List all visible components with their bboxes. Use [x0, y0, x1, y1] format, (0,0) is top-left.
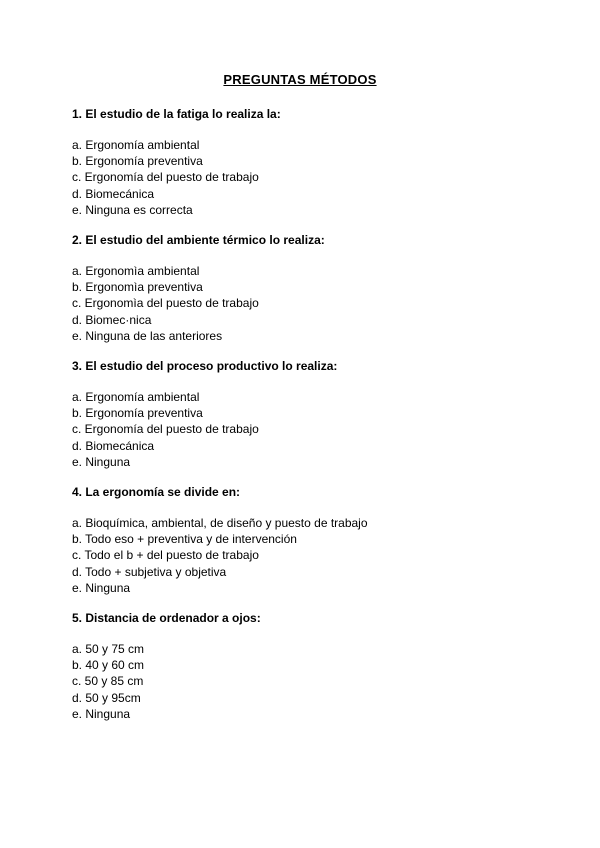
- question-3: [72, 358, 542, 470]
- answer-options: [72, 641, 542, 722]
- question-title: 5. Distancia de ordenador a ojos:: [72, 611, 261, 626]
- question-2: [72, 232, 542, 344]
- answer-option: b. Ergonomìa preventiva: [72, 280, 203, 295]
- question-title: 4. La ergonomía se divide en:: [72, 485, 241, 500]
- question-1: [72, 106, 542, 218]
- answer-option: e. Ninguna: [72, 706, 131, 721]
- answer-option: a. Ergonomía ambiental: [72, 138, 200, 152]
- answer-option: d. 50 y 95cm: [72, 690, 141, 705]
- answer-option: d. Todo + subjetiva y objetiva: [72, 564, 227, 579]
- answer-option: c. 50 y 85 cm: [72, 674, 144, 689]
- answer-option: c. Ergonomìa del puesto de trabajo: [72, 296, 259, 311]
- answer-option: c. Ergonomía del puesto de trabajo: [72, 170, 259, 185]
- answer-option: b. 40 y 60 cm: [72, 658, 145, 673]
- question-title: 3. El estudio del proceso productivo lo realiza:: [72, 359, 338, 374]
- questions-list: [72, 106, 542, 736]
- answer-option: d. Biomec·nica: [72, 312, 152, 327]
- document-title: PREGUNTAS MÉTODOS: [223, 72, 377, 87]
- answer-options: [72, 389, 542, 470]
- answer-option: e. Ninguna de las anteriores: [72, 328, 223, 343]
- answer-option: c. Ergonomía del puesto de trabajo: [72, 422, 259, 437]
- answer-option: b. Todo eso + preventiva y de intervención: [72, 532, 297, 547]
- answer-option: b. Ergonomía preventiva: [72, 154, 203, 169]
- answer-option: e. Ninguna: [72, 454, 131, 469]
- answer-option: a. Ergonomía ambiental: [72, 390, 200, 405]
- question-5: [72, 610, 542, 722]
- question-4: [72, 484, 542, 596]
- question-title: 2. El estudio del ambiente térmico lo realiza:: [72, 233, 325, 248]
- answer-option: d. Biomecánica: [72, 438, 155, 453]
- question-title: 1. El estudio de la fatiga lo realiza la:: [72, 107, 281, 121]
- answer-options: [72, 263, 542, 344]
- answer-option: a. 50 y 75 cm: [72, 642, 145, 657]
- answer-option: a. Bioquímica, ambiental, de diseño y puesto de trabajo: [72, 516, 368, 531]
- answer-option: a. Ergonomìa ambiental: [72, 264, 200, 279]
- answer-options: [72, 137, 542, 218]
- answer-option: e. Ninguna: [72, 580, 131, 595]
- answer-option: d. Biomecánica: [72, 186, 155, 201]
- answer-option: b. Ergonomía preventiva: [72, 406, 203, 421]
- answer-option: c. Todo el b + del puesto de trabajo: [72, 548, 259, 563]
- answer-options: [72, 515, 542, 596]
- answer-option: e. Ninguna es correcta: [72, 202, 193, 217]
